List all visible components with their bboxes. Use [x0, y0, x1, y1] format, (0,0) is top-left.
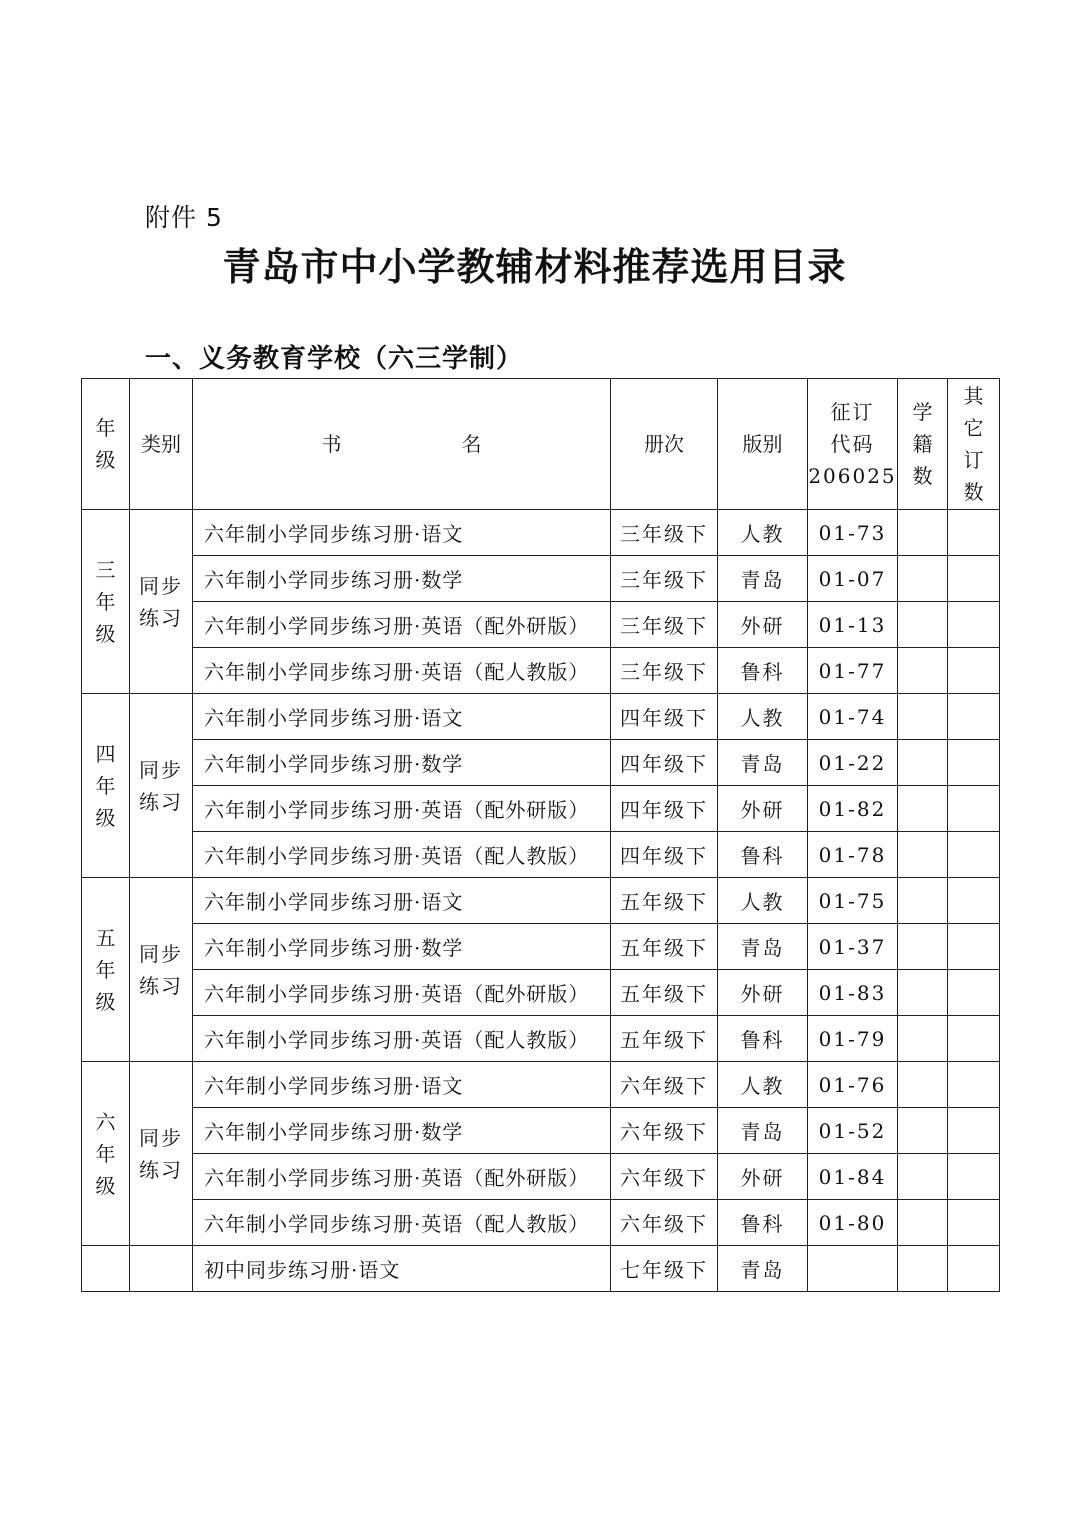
- grade-cell: [82, 1062, 130, 1246]
- grade-cell: [82, 510, 130, 694]
- category-cell: [130, 1062, 193, 1246]
- book-name-cell: 初中同步练习册·语文: [193, 1246, 611, 1292]
- enrolled-count-cell: [898, 786, 948, 832]
- enrolled-count-cell: [898, 648, 948, 694]
- edition-cell: 青岛: [718, 924, 808, 970]
- table-row: [82, 924, 1000, 970]
- edition-cell: 青岛: [718, 1108, 808, 1154]
- volume-cell: 五年级下: [611, 1016, 718, 1062]
- book-name-cell: 六年制小学同步练习册·语文: [193, 878, 611, 924]
- edition-cell: 外研: [718, 602, 808, 648]
- volume-cell: 三年级下: [611, 510, 718, 556]
- edition-cell: 鲁科: [718, 832, 808, 878]
- volume-cell: 六年级下: [611, 1108, 718, 1154]
- grade-char: 级: [95, 989, 116, 1014]
- category-cell: [130, 1246, 193, 1292]
- category-line: 同步: [139, 1125, 183, 1150]
- other-count-cell: [948, 510, 1000, 556]
- edition-cell: 人教: [718, 510, 808, 556]
- book-name-cell: 六年制小学同步练习册·英语（配人教版）: [193, 1200, 611, 1246]
- header-book-name: 书 名: [193, 379, 611, 510]
- category-cell: [130, 510, 193, 694]
- edition-cell: 外研: [718, 786, 808, 832]
- header-volume: 册次: [611, 379, 718, 510]
- other-count-cell: [948, 1200, 1000, 1246]
- other-count-cell: [948, 1108, 1000, 1154]
- book-name-cell: 六年制小学同步练习册·数学: [193, 556, 611, 602]
- enrolled-count-cell: [898, 1062, 948, 1108]
- order-code-cell: 01-74: [808, 694, 898, 740]
- volume-cell: 五年级下: [611, 970, 718, 1016]
- edition-cell: 人教: [718, 878, 808, 924]
- enrolled-count-cell: [898, 924, 948, 970]
- category-line: 同步: [139, 941, 183, 966]
- header-enrolled-count: 学 籍 数: [898, 379, 948, 510]
- volume-cell: 三年级下: [611, 648, 718, 694]
- order-code-cell: 01-22: [808, 740, 898, 786]
- edition-cell: 鲁科: [718, 648, 808, 694]
- other-count-cell: [948, 832, 1000, 878]
- category-line: 同步: [139, 573, 183, 598]
- other-count-cell: [948, 924, 1000, 970]
- edition-cell: 人教: [718, 1062, 808, 1108]
- other-count-cell: [948, 602, 1000, 648]
- order-code-cell: [808, 1246, 898, 1292]
- book-name-cell: 六年制小学同步练习册·语文: [193, 510, 611, 556]
- table-row: [82, 1200, 1000, 1246]
- other-count-cell: [948, 648, 1000, 694]
- volume-cell: 五年级下: [611, 878, 718, 924]
- volume-cell: 六年级下: [611, 1062, 718, 1108]
- edition-cell: 青岛: [718, 556, 808, 602]
- enrolled-count-cell: [898, 1200, 948, 1246]
- grade-cell: [82, 1246, 130, 1292]
- volume-cell: 四年级下: [611, 832, 718, 878]
- other-count-cell: [948, 1154, 1000, 1200]
- order-code-cell: 01-77: [808, 648, 898, 694]
- order-code-cell: 01-80: [808, 1200, 898, 1246]
- table-row: [82, 602, 1000, 648]
- enrolled-count-cell: [898, 1108, 948, 1154]
- table-row: [82, 878, 1000, 924]
- other-count-cell: [948, 1246, 1000, 1292]
- annex-label: 附件 5: [145, 203, 223, 232]
- table-row: [82, 694, 1000, 740]
- book-name-cell: 六年制小学同步练习册·语文: [193, 1062, 611, 1108]
- grade-char: 四: [95, 741, 116, 766]
- other-count-cell: [948, 556, 1000, 602]
- book-name-cell: 六年制小学同步练习册·语文: [193, 694, 611, 740]
- order-code-cell: 01-82: [808, 786, 898, 832]
- table-row: [82, 1016, 1000, 1062]
- enrolled-count-cell: [898, 602, 948, 648]
- header-edition: 版别: [718, 379, 808, 510]
- section-heading: 一、义务教育学校（六三学制）: [145, 344, 524, 374]
- order-code-cell: 01-07: [808, 556, 898, 602]
- volume-cell: 三年级下: [611, 602, 718, 648]
- order-code-cell: 01-75: [808, 878, 898, 924]
- order-code-cell: 01-52: [808, 1108, 898, 1154]
- other-count-cell: [948, 1016, 1000, 1062]
- enrolled-count-cell: [898, 556, 948, 602]
- order-code-cell: 01-78: [808, 832, 898, 878]
- edition-cell: 青岛: [718, 740, 808, 786]
- other-count-cell: [948, 694, 1000, 740]
- enrolled-count-cell: [898, 878, 948, 924]
- header-category: 类别: [130, 379, 193, 510]
- grade-cell: [82, 694, 130, 878]
- edition-cell: 人教: [718, 694, 808, 740]
- category-line: 练习: [139, 973, 183, 998]
- book-name-cell: 六年制小学同步练习册·英语（配外研版）: [193, 602, 611, 648]
- other-count-cell: [948, 740, 1000, 786]
- order-code-cell: 01-13: [808, 602, 898, 648]
- book-name-cell: 六年制小学同步练习册·英语（配外研版）: [193, 970, 611, 1016]
- enrolled-count-cell: [898, 1154, 948, 1200]
- book-name-cell: 六年制小学同步练习册·英语（配外研版）: [193, 786, 611, 832]
- edition-cell: 外研: [718, 970, 808, 1016]
- header-row: [82, 379, 1000, 510]
- book-name-cell: 六年制小学同步练习册·数学: [193, 740, 611, 786]
- volume-cell: 三年级下: [611, 556, 718, 602]
- category-cell: [130, 878, 193, 1062]
- order-code-cell: 01-79: [808, 1016, 898, 1062]
- enrolled-count-cell: [898, 970, 948, 1016]
- edition-cell: 鲁科: [718, 1016, 808, 1062]
- volume-cell: 五年级下: [611, 924, 718, 970]
- grade-char: 年: [95, 589, 116, 614]
- table-row: [82, 510, 1000, 556]
- volume-cell: 四年级下: [611, 740, 718, 786]
- enrolled-count-cell: [898, 1016, 948, 1062]
- grade-char: 年: [95, 773, 116, 798]
- enrolled-count-cell: [898, 510, 948, 556]
- table-row: [82, 1246, 1000, 1292]
- table-row: [82, 1154, 1000, 1200]
- other-count-cell: [948, 878, 1000, 924]
- category-cell: [130, 694, 193, 878]
- grade-char: 级: [95, 805, 116, 830]
- header-other-count: 其 它 订 数: [948, 379, 1000, 510]
- order-code-cell: 01-83: [808, 970, 898, 1016]
- other-count-cell: [948, 970, 1000, 1016]
- grade-char: 级: [95, 1173, 116, 1198]
- book-name-cell: 六年制小学同步练习册·英语（配外研版）: [193, 1154, 611, 1200]
- volume-cell: 七年级下: [611, 1246, 718, 1292]
- category-line: 练习: [139, 605, 183, 630]
- grade-char: 三: [95, 557, 116, 582]
- table-row: [82, 556, 1000, 602]
- grade-char: 六: [95, 1109, 116, 1134]
- header-grade: 年 级: [82, 379, 130, 510]
- table-row: [82, 832, 1000, 878]
- volume-cell: 四年级下: [611, 694, 718, 740]
- table-row: [82, 648, 1000, 694]
- order-code-cell: 01-73: [808, 510, 898, 556]
- volume-cell: 六年级下: [611, 1200, 718, 1246]
- order-code-cell: 01-37: [808, 924, 898, 970]
- book-name-cell: 六年制小学同步练习册·英语（配人教版）: [193, 648, 611, 694]
- category-line: 练习: [139, 789, 183, 814]
- page-title: 青岛市中小学教辅材料推荐选用目录: [222, 245, 847, 289]
- table-row: [82, 786, 1000, 832]
- enrolled-count-cell: [898, 694, 948, 740]
- book-name-cell: 六年制小学同步练习册·数学: [193, 1108, 611, 1154]
- table-row: [82, 1062, 1000, 1108]
- grade-char: 五: [95, 925, 116, 950]
- edition-cell: 外研: [718, 1154, 808, 1200]
- book-name-cell: 六年制小学同步练习册·英语（配人教版）: [193, 1016, 611, 1062]
- catalog-table: [81, 378, 1000, 1292]
- other-count-cell: [948, 1062, 1000, 1108]
- grade-char: 年: [95, 957, 116, 982]
- table-row: [82, 740, 1000, 786]
- enrolled-count-cell: [898, 740, 948, 786]
- grade-char: 级: [95, 621, 116, 646]
- edition-cell: 鲁科: [718, 1200, 808, 1246]
- book-name-cell: 六年制小学同步练习册·数学: [193, 924, 611, 970]
- category-line: 同步: [139, 757, 183, 782]
- grade-char: 年: [95, 1141, 116, 1166]
- book-name-cell: 六年制小学同步练习册·英语（配人教版）: [193, 832, 611, 878]
- order-code-cell: 01-84: [808, 1154, 898, 1200]
- table-row: [82, 1108, 1000, 1154]
- volume-cell: 四年级下: [611, 786, 718, 832]
- table-row: [82, 970, 1000, 1016]
- volume-cell: 六年级下: [611, 1154, 718, 1200]
- enrolled-count-cell: [898, 832, 948, 878]
- other-count-cell: [948, 786, 1000, 832]
- header-order-code: 征订 代码 206025: [808, 379, 898, 510]
- enrolled-count-cell: [898, 1246, 948, 1292]
- grade-cell: [82, 878, 130, 1062]
- category-line: 练习: [139, 1157, 183, 1182]
- edition-cell: 青岛: [718, 1246, 808, 1292]
- order-code-cell: 01-76: [808, 1062, 898, 1108]
